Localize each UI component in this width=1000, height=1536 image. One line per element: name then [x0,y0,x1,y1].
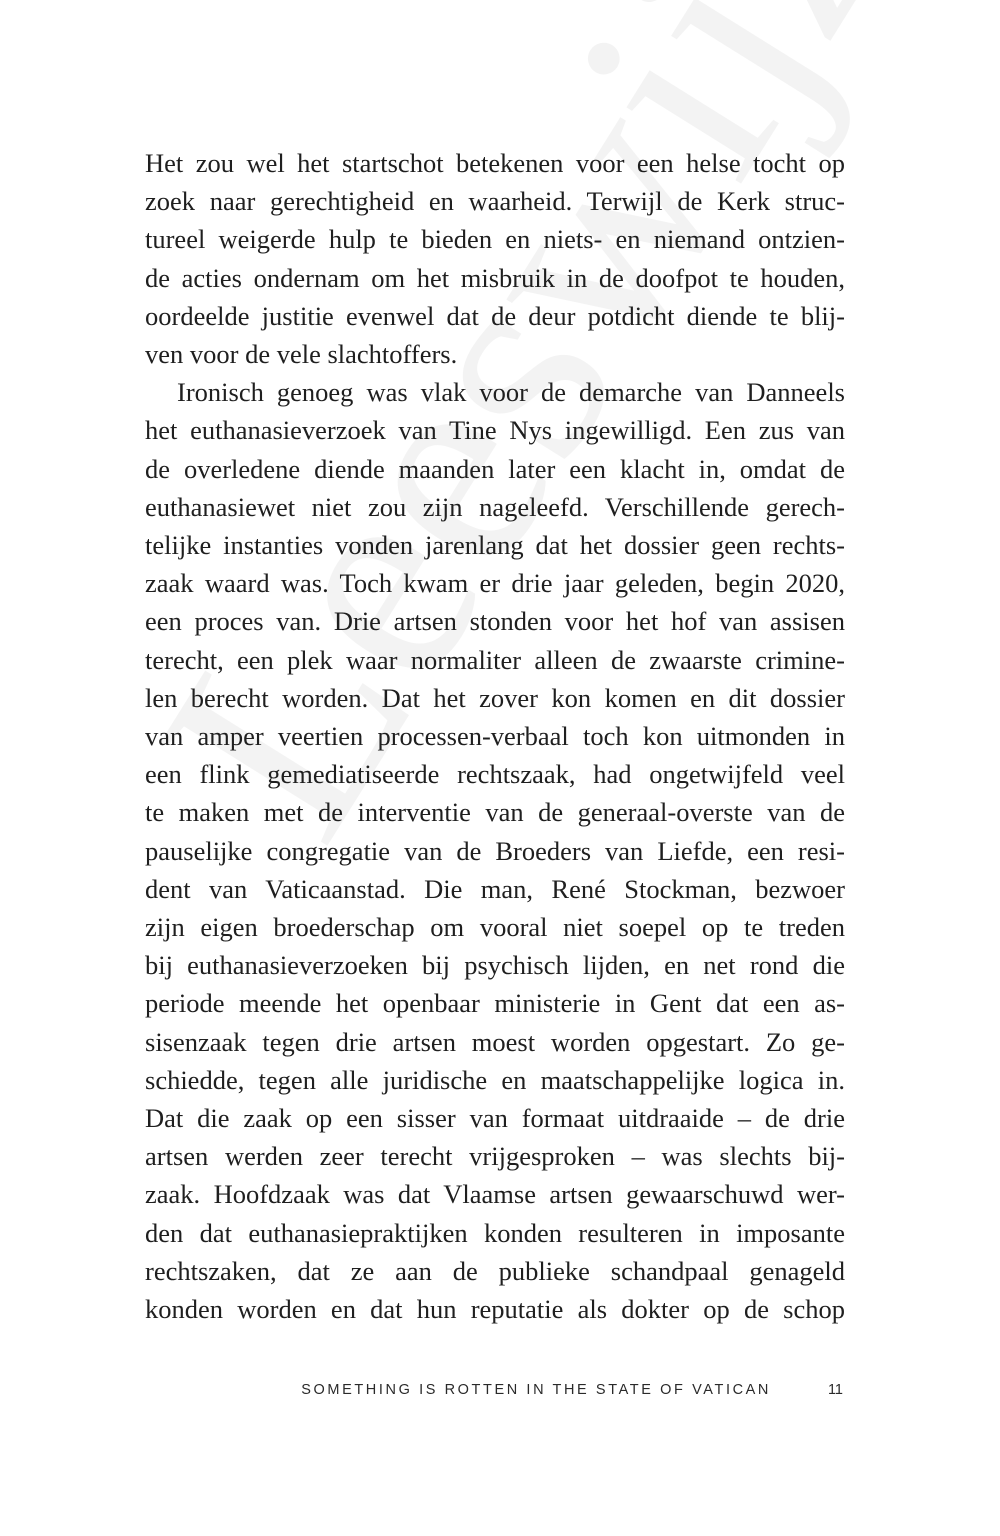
text-line: oordeelde justitie evenwel dat de deur potdicht diende te blij- [145,300,845,331]
page-number: 11 [827,1382,843,1398]
text-line: schiedde, tegen alle juridische en maatschappelijke logica in. [145,1064,845,1095]
body-text [145,144,845,1328]
text-line: dent van Vaticaanstad. Die man, René Stockman, bezwoer [145,873,845,904]
text-line: telijke instanties vonden jarenlang dat het dossier geen rechts- [145,530,845,561]
text-line: len berecht worden. Dat het zover kon komen en dit dossier [145,682,845,713]
paragraph-1 [145,144,845,373]
text-line: te maken met de interventie van de generaal-overste van de [145,797,845,828]
text-line: een proces van. Drie artsen stonden voor het hof van assisen [145,606,845,637]
text-line: een flink gemediatiseerde rechtszaak, had ongetwijfeld veel [145,759,845,790]
text-line: zoek naar gerechtigheid en waarheid. Terwijl de Kerk struc- [145,186,845,217]
text-line: terecht, een plek waar normaliter alleen de zwaarste crimine- [145,644,845,675]
text-line: artsen werden zeer terecht vrijgesproken – was slechts bij- [145,1141,845,1172]
page-footer [145,1382,845,1406]
text-line: Dat die zaak op een sisser van formaat uitdraaide – de drie [145,1103,845,1134]
text-line: pauselijke congregatie van de Broeders van Liefde, een resi- [145,835,845,866]
text-line: ven voor de vele slachtoffers. [145,339,458,370]
text-line: Het zou wel het startschot betekenen voor een helse tocht op [145,148,845,178]
text-line: Ironisch genoeg was vlak voor de demarche van Danneels [177,377,845,408]
text-line: sisenzaak tegen drie artsen moest worden opgestart. Zo ge- [145,1026,845,1057]
text-line: periode meende het openbaar ministerie in Gent dat een as- [145,988,845,1019]
text-line: zaak. Hoofdzaak was dat Vlaamse artsen gewaarschuwd wer- [145,1179,845,1210]
running-title: SOMETHING IS ROTTEN IN THE STATE OF VATICAN [301,1382,771,1398]
paragraph-2 [145,373,845,1328]
text-line: zijn eigen broederschap om vooral niet soepel op te treden [145,912,845,943]
text-line: rechtszaken, dat ze aan de publieke schandpaal genageld [145,1255,845,1286]
text-line: het euthanasieverzoek van Tine Nys ingewilligd. Een zus van [145,415,845,446]
text-line: bij euthanasieverzoeken bij psychisch lijden, en net rond die [145,950,845,981]
text-line: tureel weigerde hulp te bieden en niets- en niemand ontzien- [145,224,845,255]
text-line: zaak waard was. Toch kwam er drie jaar geleden, begin 2020, [145,568,845,599]
text-line: de acties ondernam om het misbruik in de doofpot te houden, [145,262,845,293]
text-line: euthanasiewet niet zou zijn nageleefd. Verschillende gerech- [145,491,845,522]
text-line: van amper veertien processen-verbaal toch kon uitmonden in [145,721,845,752]
text-line: den dat euthanasiepraktijken konden resulteren in imposante [145,1217,845,1248]
text-line: de overledene diende maanden later een klacht in, omdat de [145,453,845,484]
text-line: konden worden en dat hun reputatie als dokter op de schop [145,1294,845,1325]
